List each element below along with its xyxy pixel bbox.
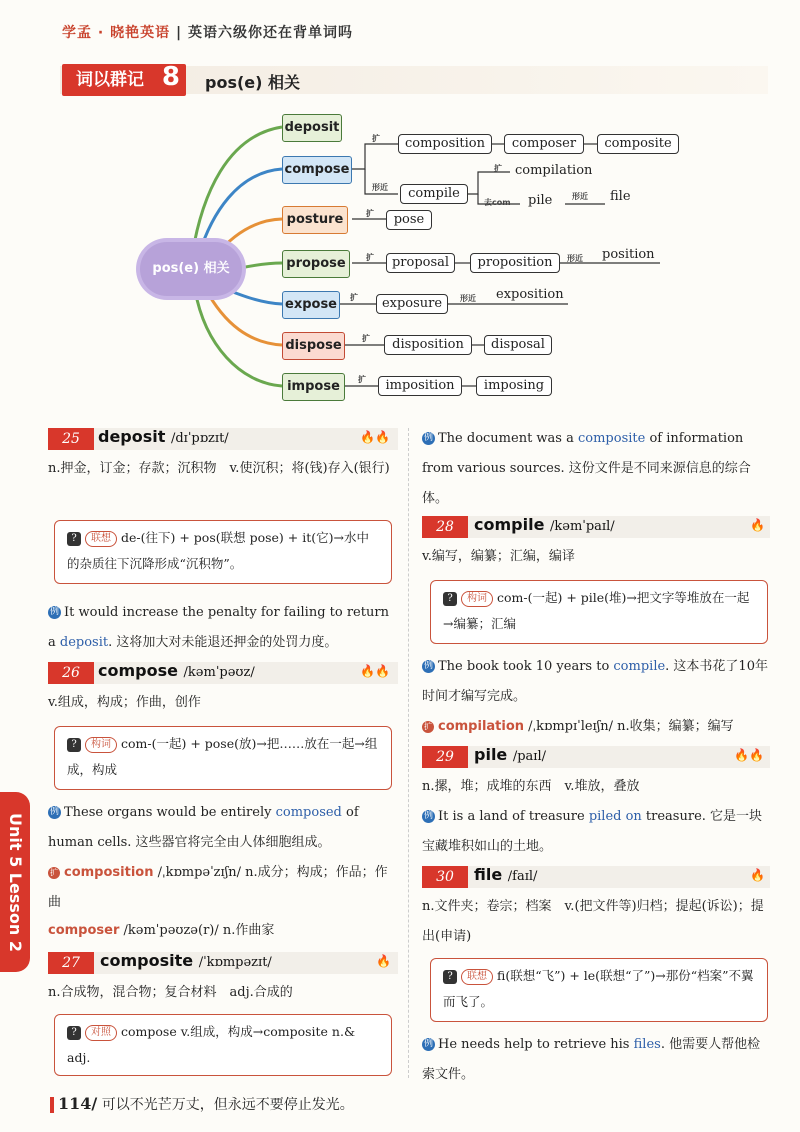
example-sentence: 例 He needs help to retrieve his files. 他需要人帮他检索文件。 xyxy=(422,1037,761,1082)
branch-propose xyxy=(240,263,282,268)
example-icon: 例 xyxy=(423,1039,433,1049)
tag-expand-2: 扩 xyxy=(494,164,502,173)
entry-headword: pile /paɪl/ xyxy=(474,745,547,764)
example-sentence: 例 These organs would be entirely composed of human cells. 这些器官将完全由人体细胞组成。 xyxy=(48,805,359,850)
tip-icon: ? xyxy=(443,592,457,606)
page-number: 114 xyxy=(58,1094,92,1113)
tag-expand: 扩 xyxy=(372,134,380,143)
derivative: 扩 compilation /ˌkɒmpɪˈleɪʃn/ n.收集；编纂；编写 xyxy=(424,719,734,734)
entry-number: 27 xyxy=(48,952,94,974)
entry-number: 25 xyxy=(48,428,94,450)
example-sentence: 例 The book took 10 years to compile. 这本书花了10年时间才编写完成。 xyxy=(422,659,768,704)
tag-expand-7: 扩 xyxy=(358,375,366,384)
brand: 学孟 · 晓艳英语 xyxy=(62,25,171,41)
entry-definition: n.摞，堆；成堆的东西 v.堆放，叠放 xyxy=(422,779,640,794)
example-sentence: 例 It would increase the penalty for failing to return a deposit. 这将加大对未能退还押金的处罚力度。 xyxy=(48,605,389,650)
word-proposal: proposal xyxy=(386,253,455,273)
example-icon: 例 xyxy=(423,433,433,443)
entry-definition: n.合成物，混合物；复合材料 adj.合成的 xyxy=(48,985,293,1000)
example-sentence: 例 It is a land of treasure piled on treasure. 它是一块宝藏堆积如山的土地。 xyxy=(422,809,763,854)
node-posture: posture xyxy=(282,206,348,234)
tag-similar: 形近 xyxy=(372,183,388,192)
footer-motto: 可以不光芒万丈，但永远不要停止发光。 xyxy=(101,1097,354,1113)
tip-label: 对照 xyxy=(85,1025,117,1041)
example-sentence: 例 The document was a composite of information from various sources. 这份文件是不同来源信息的综合体。 xyxy=(422,431,751,506)
tag-expand-6: 扩 xyxy=(362,334,370,343)
node-impose: impose xyxy=(282,373,345,401)
word-disposal: disposal xyxy=(484,335,552,355)
tip-box xyxy=(430,958,768,1022)
page-footer: 114/ 可以不光芒万丈，但永远不要停止发光。 xyxy=(50,1094,354,1114)
tag-expand-3: 扩 xyxy=(366,209,374,218)
flame-icon: 🔥 xyxy=(750,868,765,882)
tip-text: fi(联想“飞”) + le(联想“了”)→那份“档案”不翼而飞了。 xyxy=(443,968,754,1009)
node-deposit: deposit xyxy=(282,114,342,142)
running-header: 学孟 · 晓艳英语 | 英语六级你还在背单词吗 xyxy=(62,25,353,41)
unit-side-tab: Unit 5 Lesson 2 xyxy=(0,792,30,972)
entry-number: 30 xyxy=(422,866,468,888)
tip-text: com-(一起) + pile(堆)→把文字等堆放在一起→编纂；汇编 xyxy=(443,590,750,631)
tip-box xyxy=(54,1014,392,1076)
entry-headword: compile /kəmˈpaɪl/ xyxy=(474,515,615,534)
node-propose: propose xyxy=(282,250,350,278)
section-badge xyxy=(62,64,186,96)
example-icon: 例 xyxy=(49,607,59,617)
node-expose: expose xyxy=(282,291,340,319)
word-composition: composition xyxy=(398,134,492,154)
entry-number: 29 xyxy=(422,746,468,768)
node-compose: compose xyxy=(282,156,352,184)
entry-definition: n.文件夹；卷宗；档案 v.(把文件等)归档；提起(诉讼)；提出(申请) xyxy=(422,899,764,944)
word-imposition: imposition xyxy=(378,376,462,396)
word-file: file xyxy=(610,189,631,204)
tip-box xyxy=(54,520,392,584)
word-composer: composer xyxy=(504,134,584,154)
derivative: composer /kəmˈpəʊzə(r)/ n.作曲家 xyxy=(48,923,275,938)
tip-label: 联想 xyxy=(85,531,117,547)
tag-minus-com: 去com xyxy=(484,198,511,207)
tag-similar-2: 形近 xyxy=(572,192,588,201)
flame-icon: 🔥🔥 xyxy=(360,664,390,678)
word-pile: pile xyxy=(528,193,553,208)
word-exposure: exposure xyxy=(376,294,448,314)
derivative: 扩 composition /ˌkɒmpəˈzɪʃn/ n.成分；构成；作品；作曲 xyxy=(48,865,388,910)
entry-number: 28 xyxy=(422,516,468,538)
flame-icon: 🔥🔥 xyxy=(734,748,764,762)
word-pose: pose xyxy=(386,210,432,230)
tip-box xyxy=(430,580,768,644)
flame-icon: 🔥 xyxy=(750,518,765,532)
tag-expand-5: 扩 xyxy=(350,293,358,302)
word-imposing: imposing xyxy=(476,376,552,396)
example-icon: 例 xyxy=(49,807,59,817)
tip-label: 构词 xyxy=(461,591,493,607)
tag-expand-4: 扩 xyxy=(366,253,374,262)
entry-number: 26 xyxy=(48,662,94,684)
entry-headword: compose /kəmˈpəʊz/ xyxy=(98,661,255,680)
tip-text: compose v.组成，构成→composite n.& adj. xyxy=(67,1024,356,1065)
tip-text: com-(一起) + pose(放)→把……放在一起→组成，构成 xyxy=(67,736,378,777)
word-disposition: disposition xyxy=(384,335,472,355)
branch-impose xyxy=(195,290,282,386)
mindmap-center: pos(e) 相关 xyxy=(140,242,242,296)
example-icon: 例 xyxy=(423,811,433,821)
tip-label: 构词 xyxy=(85,737,117,753)
word-composite: composite xyxy=(597,134,679,154)
word-exposition: exposition xyxy=(496,287,564,302)
tip-box xyxy=(54,726,392,790)
flame-icon: 🔥 xyxy=(376,954,391,968)
word-compile: compile xyxy=(400,184,468,204)
derivative-icon: 扩 xyxy=(50,867,58,877)
tag-similar-4: 形近 xyxy=(460,294,476,303)
column-divider xyxy=(408,428,410,1078)
word-compilation: compilation xyxy=(515,163,593,178)
node-dispose: dispose xyxy=(282,332,345,360)
section-badge-number: 8 xyxy=(161,62,180,92)
flame-icon: 🔥🔥 xyxy=(360,430,390,444)
book-title: 英语六级你还在背单词吗 xyxy=(187,25,353,41)
entry-headword: composite /ˈkɒmpəzɪt/ xyxy=(100,951,272,970)
entry-definition: n.押金，订金；存款；沉积物 v.使沉积；将(钱)存入(银行) xyxy=(48,461,390,476)
derivative-icon: 扩 xyxy=(424,721,432,731)
entry-headword: file /faɪl/ xyxy=(474,865,538,884)
entry-definition: v.编写，编纂；汇编，编译 xyxy=(422,549,575,564)
tip-icon: ? xyxy=(67,1026,81,1040)
tip-icon: ? xyxy=(443,970,457,984)
word-proposition: proposition xyxy=(470,253,560,273)
section-badge-label: 词以群记 xyxy=(76,70,144,90)
tip-icon: ? xyxy=(67,738,81,752)
word-position: position xyxy=(602,247,655,262)
entry-definition: v.组成，构成；作曲，创作 xyxy=(48,695,201,710)
tag-similar-3: 形近 xyxy=(567,254,583,263)
tip-text: de-(往下) + pos(联想 pose) + it(它)→水中的杂质往下沉降形成“沉积物”。 xyxy=(67,530,369,571)
tip-icon: ? xyxy=(67,532,81,546)
example-icon: 例 xyxy=(423,661,433,671)
tip-label: 联想 xyxy=(461,969,493,985)
entry-headword: deposit /dɪˈpɒzɪt/ xyxy=(98,427,229,446)
footer-bar xyxy=(50,1097,54,1113)
section-title: pos(e) 相关 xyxy=(205,73,301,92)
